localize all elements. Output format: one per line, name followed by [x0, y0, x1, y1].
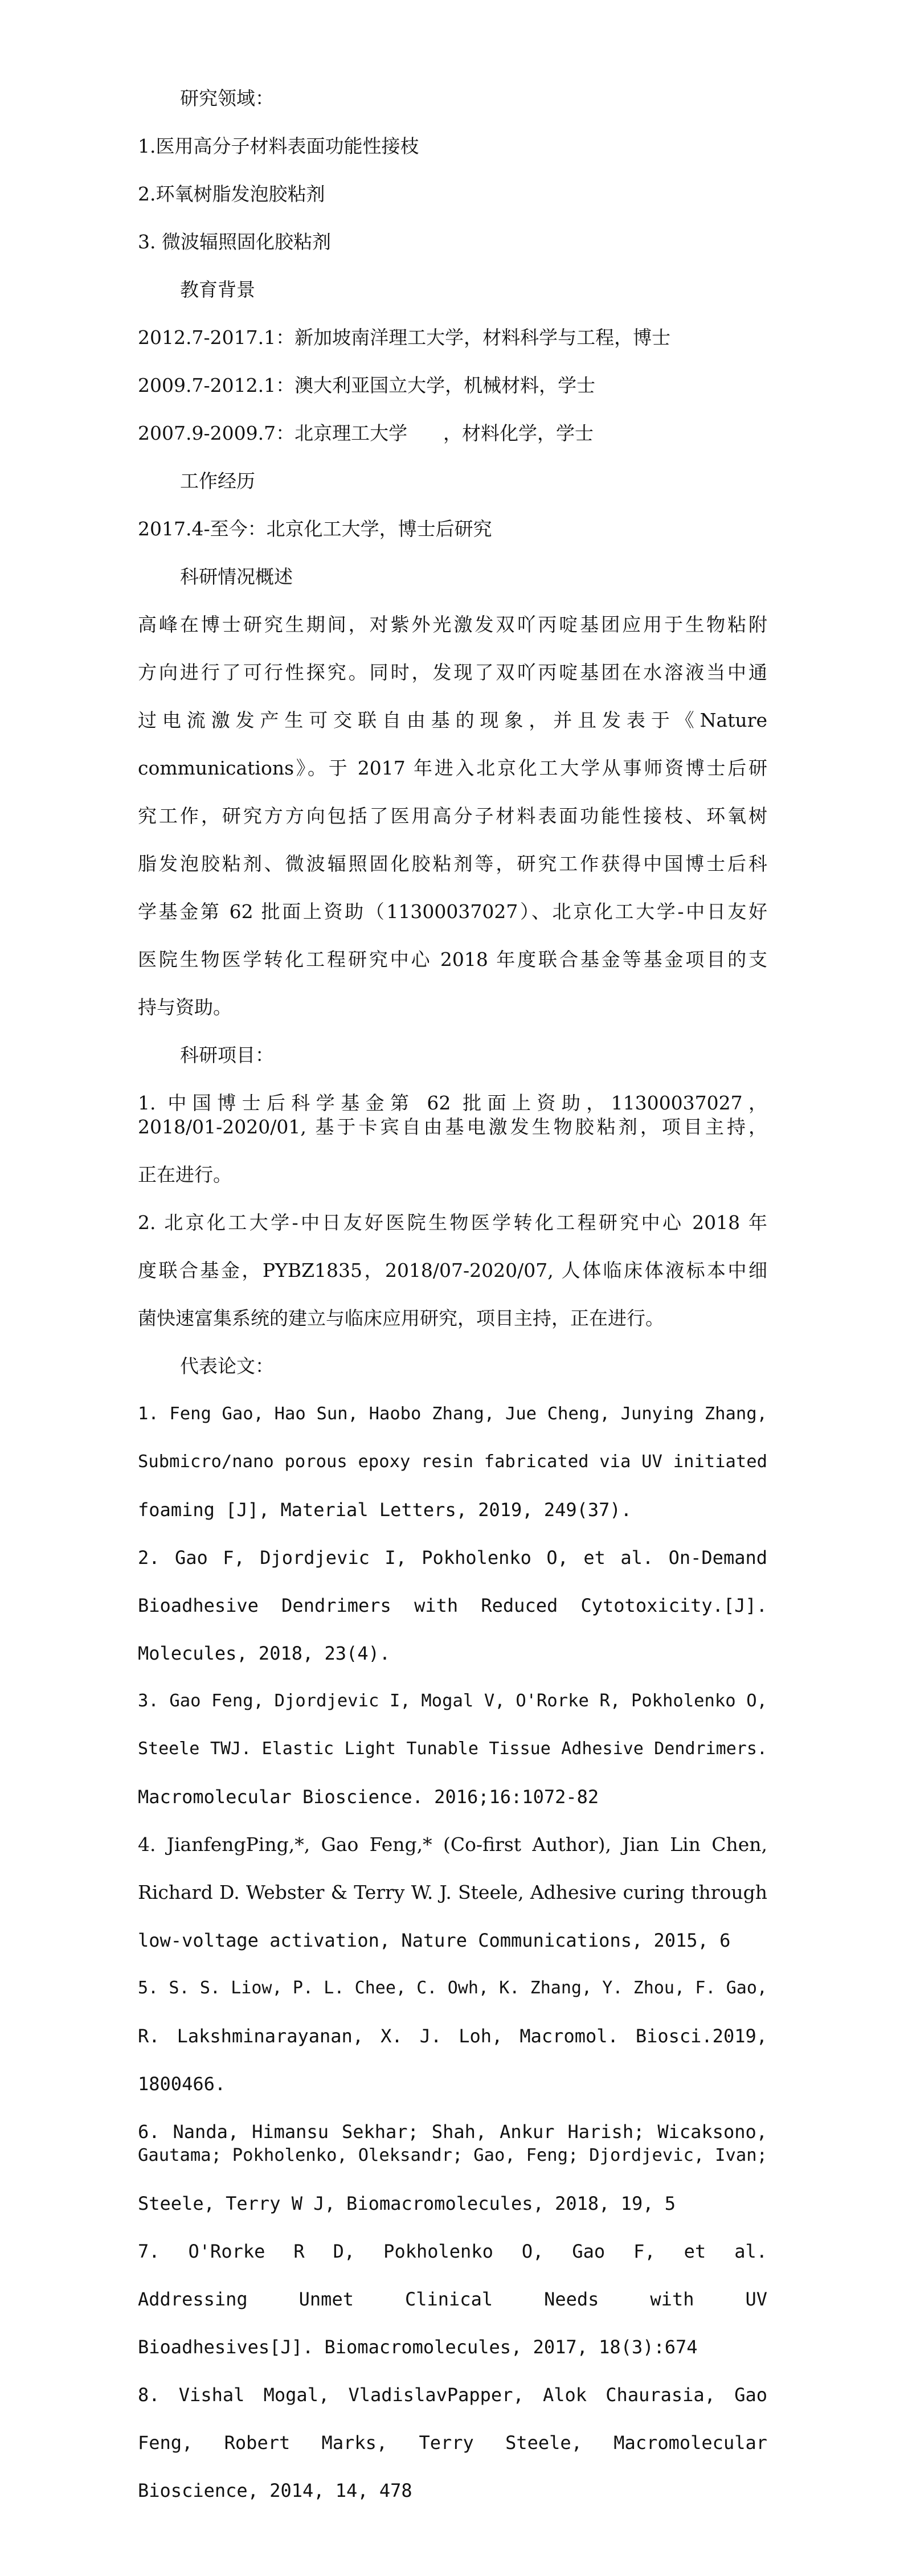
- overview-line: 医院生物医学转化工程研究中心 2018 年度联合基金等基金项目的支: [138, 948, 767, 970]
- paper-line: 1800466.: [138, 2073, 226, 2095]
- education-heading: 教育背景: [180, 279, 255, 301]
- projects-heading: 科研项目：: [180, 1044, 274, 1066]
- overview-line: 学基金第 62 批面上资助（11300037027）、北京化工大学-中日友好: [138, 900, 767, 923]
- overview-line: 持与资助。: [138, 996, 232, 1018]
- education-item: 2009.7-2012.1：澳大利亚国立大学，机械材料，学士: [138, 374, 596, 396]
- overview-line: 究工作，研究方方向包括了医用高分子材料表面功能性接枝、环氧树: [138, 805, 767, 827]
- paper-line: Molecules, 2018, 23(4).: [138, 1643, 391, 1664]
- paper-line: Bioadhesive Dendrimers with Reduced Cytotoxicity.[J].: [138, 1595, 767, 1616]
- research-field-item: 3. 微波辐照固化胶粘剂: [138, 231, 331, 253]
- papers-heading: 代表论文：: [180, 1355, 274, 1377]
- research-field-item: 2.环氧树脂发泡胶粘剂: [138, 183, 325, 205]
- overview-line: 高峰在博士研究生期间，对紫外光激发双吖丙啶基团应用于生物粘附: [138, 613, 767, 636]
- paper-line: 2. Gao F, Djordjevic I, Pokholenko O, et al. On-Demand: [138, 1547, 767, 1568]
- education-item: 2007.9-2009.7：北京理工大学 ，材料化学，学士: [138, 422, 594, 444]
- project-line: 正在进行。: [138, 1164, 232, 1186]
- paper-line: Feng, Robert Marks, Terry Steele, Macromolecular: [138, 2432, 767, 2454]
- paper-line: Steele TWJ. Elastic Light Tunable Tissue Adhesive Dendrimers.: [138, 1739, 767, 1759]
- education-item: 2012.7-2017.1：新加坡南洋理工大学，材料科学与工程，博士: [138, 326, 671, 349]
- paper-line: 4. JianfengPing,*, Gao Feng,* (Co-first Author), Jian Lin Chen,: [138, 1833, 767, 1856]
- paper-line: Bioscience, 2014, 14, 478: [138, 2480, 412, 2501]
- work-item: 2017.4-至今：北京化工大学，博士后研究: [138, 518, 492, 540]
- paper-line: 5. S. S. Liow, P. L. Chee, C. Owh, K. Zhang, Y. Zhou, F. Gao,: [138, 1978, 767, 1998]
- overview-line: 方向进行了可行性探究。同时，发现了双吖丙啶基团在水溶液当中通: [138, 661, 767, 683]
- overview-line: 过电流激发产生可交联自由基的现象，并且发表于《Nature: [138, 709, 767, 731]
- paper-line: Submicro/nano porous epoxy resin fabricated via UV initiated: [138, 1452, 767, 1472]
- overview-line: communications》。于 2017 年进入北京化工大学从事师资博士后研: [138, 757, 767, 779]
- paper-line: Bioadhesives[J]. Biomacromolecules, 2017, 18(3):674: [138, 2336, 698, 2358]
- paper-line: 8. Vishal Mogal, VladislavPapper, Alok Chaurasia, Gao: [138, 2384, 767, 2406]
- overview-heading: 科研情况概述: [180, 566, 293, 588]
- paper-line: 6. Nanda, Himansu Sekhar; Shah, Ankur Harish; Wicaksono,: [138, 2121, 767, 2143]
- paper-line: R. Lakshminarayanan, X. J. Loh, Macromol. Biosci.2019,: [138, 2025, 767, 2047]
- paper-line: 7. O'Rorke R D, Pokholenko O, Gao F, et al.: [138, 2241, 767, 2262]
- paper-line: 1. Feng Gao, Hao Sun, Haobo Zhang, Jue Cheng, Junying Zhang,: [138, 1404, 767, 1424]
- project-line: 度联合基金，PYBZ1835，2018/07-2020/07, 人体临床体液标本中细: [138, 1259, 767, 1281]
- project-line: 1. 中国博士后科学基金第 62 批面上资助，11300037027，: [138, 1092, 767, 1114]
- paper-line: Richard D. Webster & Terry W. J. Steele, Adhesive curing through: [138, 1881, 767, 1903]
- research-field-item: 1.医用高分子材料表面功能性接枝: [138, 135, 419, 157]
- work-heading: 工作经历: [180, 470, 255, 492]
- paper-line: Addressing Unmet Clinical Needs with UV: [138, 2288, 767, 2310]
- paper-line: 3. Gao Feng, Djordjevic I, Mogal V, O'Rorke R, Pokholenko O,: [138, 1691, 767, 1711]
- paper-line: foaming [J], Material Letters, 2019, 249(37).: [138, 1499, 632, 1521]
- paper-line: low-voltage activation, Nature Communications, 2015, 6: [138, 1930, 731, 1951]
- project-line: 2. 北京化工大学-中日友好医院生物医学转化工程研究中心 2018 年: [138, 1211, 767, 1234]
- paper-line: Macromolecular Bioscience. 2016;16:1072-82: [138, 1786, 599, 1808]
- project-line: 菌快速富集系统的建立与临床应用研究，项目主持，正在进行。: [138, 1307, 664, 1329]
- paper-line: Gautama; Pokholenko, Oleksandr; Gao, Feng; Djordjevic, Ivan;: [138, 2145, 767, 2165]
- research-fields-heading: 研究领域：: [180, 87, 274, 109]
- paper-line: Steele, Terry W J, Biomacromolecules, 2018, 19, 5: [138, 2193, 676, 2214]
- project-line: 2018/01-2020/01, 基于卡宾自由基电激发生物胶粘剂，项目主持，: [138, 1116, 767, 1138]
- overview-line: 脂发泡胶粘剂、微波辐照固化胶粘剂等，研究工作获得中国博士后科: [138, 853, 767, 875]
